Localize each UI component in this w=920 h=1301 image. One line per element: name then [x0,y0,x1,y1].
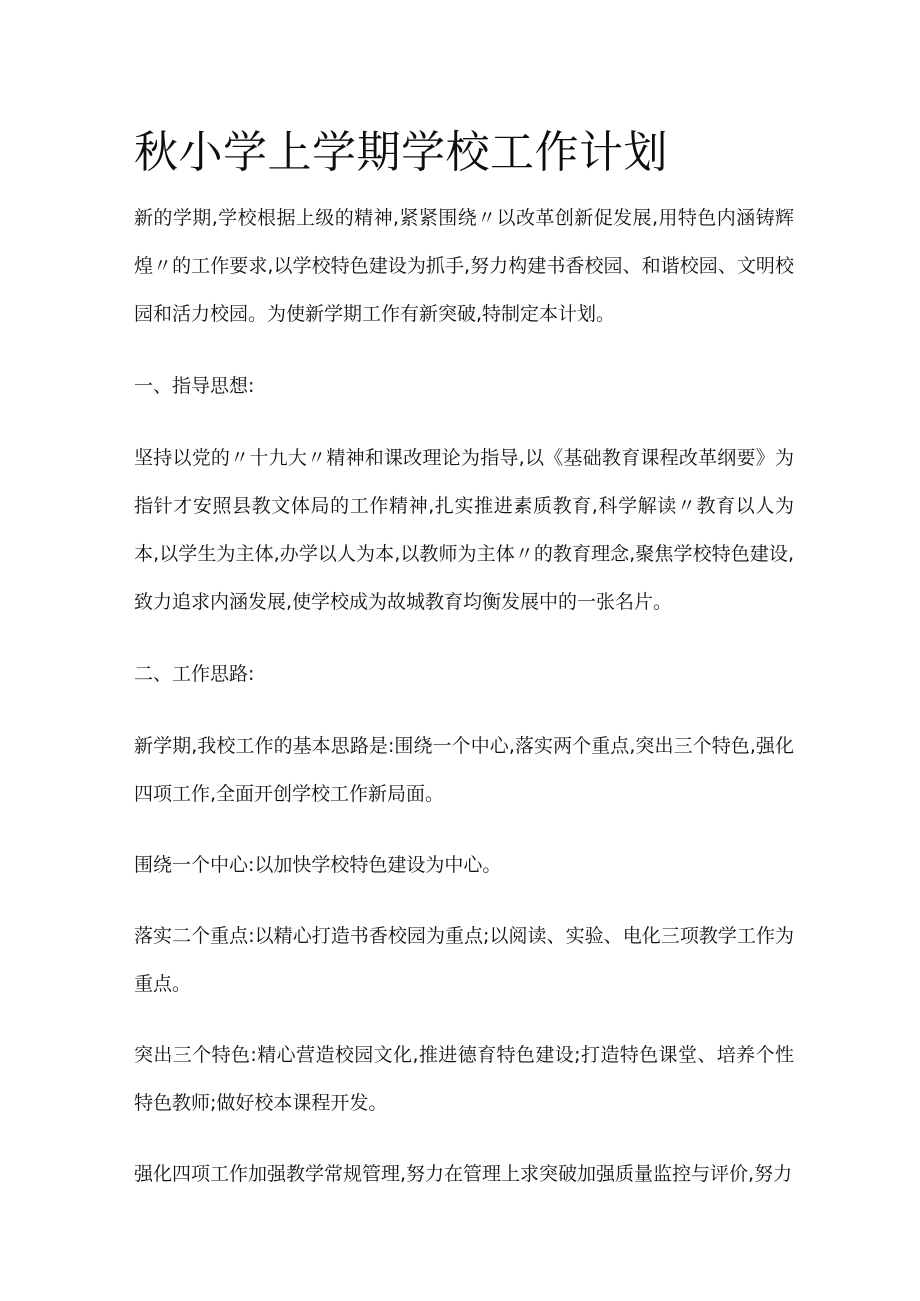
three-features-paragraph: 突出三个特色:精心营造校园文化,推进德育特色建设;打造特色课堂、培养个性特色教师;做好校本课程开发。 [134,1044,794,1114]
document-title: 秋小学上学期学校工作计划 [134,127,668,178]
guiding-ideology-paragraph: 坚持以党的〃十九大〃精神和课改理论为指导,以《基础教育课程改革纲要》为指针才安照县教文体局的工作精神,扎实推进素质教育,科学解读〃教育以人为本,以学生为主体,办学以人为本,以教师为主体〃的教育理念,聚焦学校特色建设,致力追求内涵发展,使学校成为故城教育均衡发展中的一张名片。 [134,447,794,613]
section-heading-guiding-ideology: 一、指导思想: [134,375,255,397]
work-ideas-paragraph: 新学期,我校工作的基本思路是:围绕一个中心,落实两个重点,突出三个特色,强化四项工作,全面开创学校工作新局面。 [134,735,794,805]
document-content [134,122,794,1198]
center-focus-paragraph: 围绕一个中心:以加快学校特色建设为中心。 [134,854,502,876]
section-heading-work-ideas: 二、工作思路: [134,663,255,685]
intro-paragraph: 新的学期,学校根据上级的精神,紧紧围绕〃以改革创新促发展,用特色内涵铸辉煌〃的工作要求,以学校特色建设为抓手,努力构建书香校园、和谐校园、文明校园和活力校园。为使新学期工作有新突破,特制定本计划。 [134,207,794,325]
two-key-points-paragraph: 落实二个重点:以精心打造书香校园为重点;以阅读、实验、电化三项教学工作为重点。 [134,925,794,995]
four-tasks-paragraph: 强化四项工作加强教学常规管理,努力在管理上求突破加强质量监控与评价,努力 [134,1163,793,1185]
